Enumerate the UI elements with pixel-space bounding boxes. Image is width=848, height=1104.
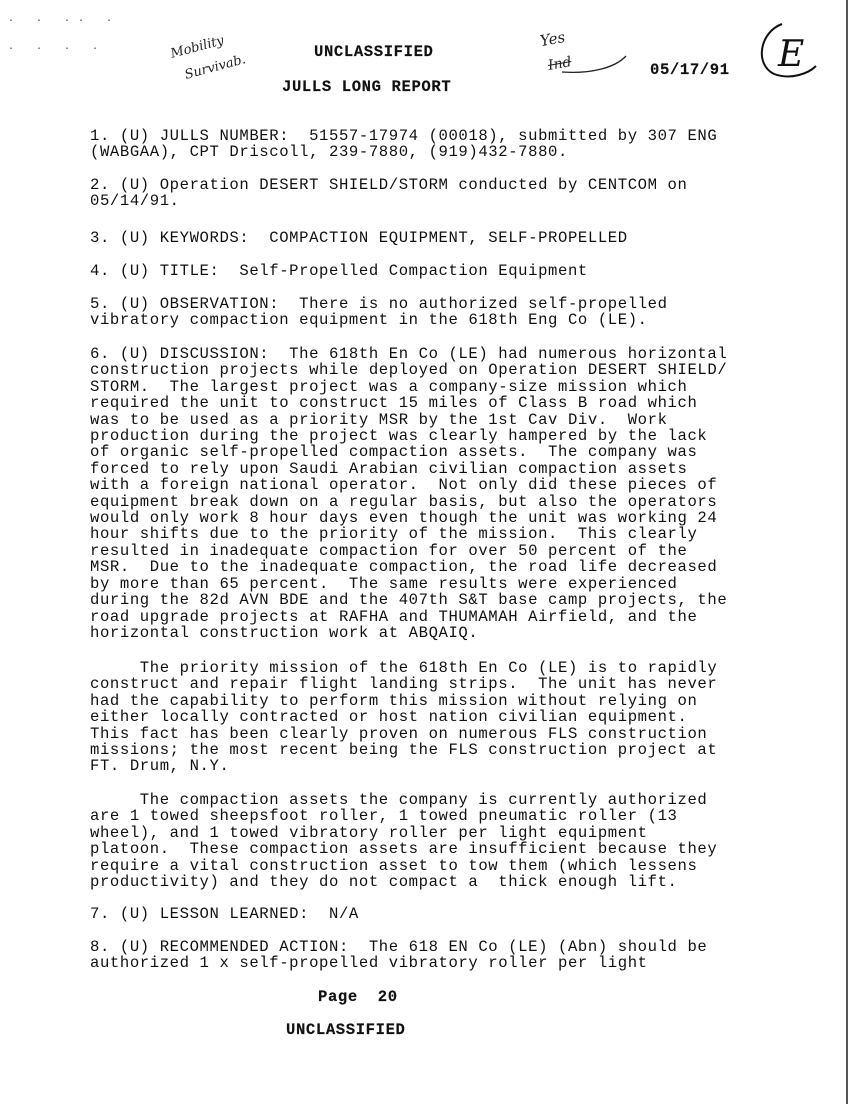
report-date: 05/17/91 — [650, 61, 730, 79]
circled-e-mark — [752, 18, 822, 80]
handwritten-note-mobility: Mobility — [168, 33, 226, 62]
section-5-observation: 5. (U) OBSERVATION: There is no authorized self-propelled vibratory compaction equipment in the 618th Eng Co (LE). — [90, 295, 668, 330]
handwritten-yes: Yes — [538, 27, 567, 51]
section-2-operation: 2. (U) Operation DESERT SHIELD/STORM conducted by CENTCOM on 05/14/91. — [90, 176, 688, 211]
section-1-julls-number: 1. (U) JULLS NUMBER: 51557-17974 (00018), submitted by 307 ENG (WABGAA), CPT Driscoll, 239-7880, (919)432-7880. — [90, 127, 718, 162]
report-type: JULLS LONG REPORT — [282, 78, 452, 96]
section-7-lesson-learned: 7. (U) LESSON LEARNED: N/A — [90, 905, 359, 923]
section-3-keywords: 3. (U) KEYWORDS: COMPACTION EQUIPMENT, SELF-PROPELLED — [90, 229, 628, 247]
discussion-paragraph-2: The priority mission of the 618th En Co (LE) is to rapidly construct and repair flight landing strips. The unit has never had the capability to perform this mission without relying on either locally contracted or host nation civilian equipment. This fact has been clearly proven on numerous FLS construction missions; the most recent being the FLS construction project at FT. Drum, N.Y. — [90, 659, 718, 776]
handwritten-note-survivability: Survivab. — [183, 52, 248, 83]
header-classification: UNCLASSIFIED — [314, 43, 434, 61]
scan-speckles: . . .. . — [8, 14, 121, 25]
handwritten-ind: Ind — [546, 54, 573, 74]
page-number: Page 20 — [318, 988, 398, 1006]
scan-speckles: . . . . — [8, 42, 107, 53]
footer-classification: UNCLASSIFIED — [286, 1021, 406, 1039]
section-4-title: 4. (U) TITLE: Self-Propelled Compaction Equipment — [90, 262, 588, 280]
section-6-discussion: 6. (U) DISCUSSION: The 618th En Co (LE) had numerous horizontal construction projects while deployed on Operation DESERT SHIELD/ STORM. The largest project was a company-size mission which required the unit to construct 15 miles of Class B road which was to be used as a priority MSR by the 1st Cav Div. Work production during the project was clearly hampered by the lack of organic self-propelled compaction assets. The company was forced to rely upon Saudi Arabian civilian compaction assets with a foreign national operator. Not only did these pieces of equipment break down on a regular basis, but also the operators would only work 8 hour days even though the unit was working 24 hour shifts due to the priority of the mission. This clearly resulted in inadequate compaction for over 50 percent of the MSR. Due to the inadequate compaction, the road life decreased by more than 65 percent. The same results were experienced during the 82d AVN BDE and the 407th S&T base camp projects, the road upgrade projects at RAFHA and THUMAMAH Airfield, and the horizontal construction work at ABQAIQ. — [90, 345, 728, 642]
discussion-paragraph-3: The compaction assets the company is currently authorized are 1 towed sheepsfoot roller, 1 towed pneumatic roller (13 wheel), and 1 towed vibratory roller per light equipment platoon. These compaction assets are insufficient because they require a vital construction asset to tow them (which lessens productivity) and they do not compact a thick enough lift. — [90, 791, 718, 892]
section-8-recommended-action: 8. (U) RECOMMENDED ACTION: The 618 EN Co (LE) (Abn) should be authorized 1 x self-propelled vibratory roller per light — [90, 938, 708, 973]
svg-text:E: E — [778, 34, 805, 75]
handwritten-stroke — [560, 50, 630, 80]
